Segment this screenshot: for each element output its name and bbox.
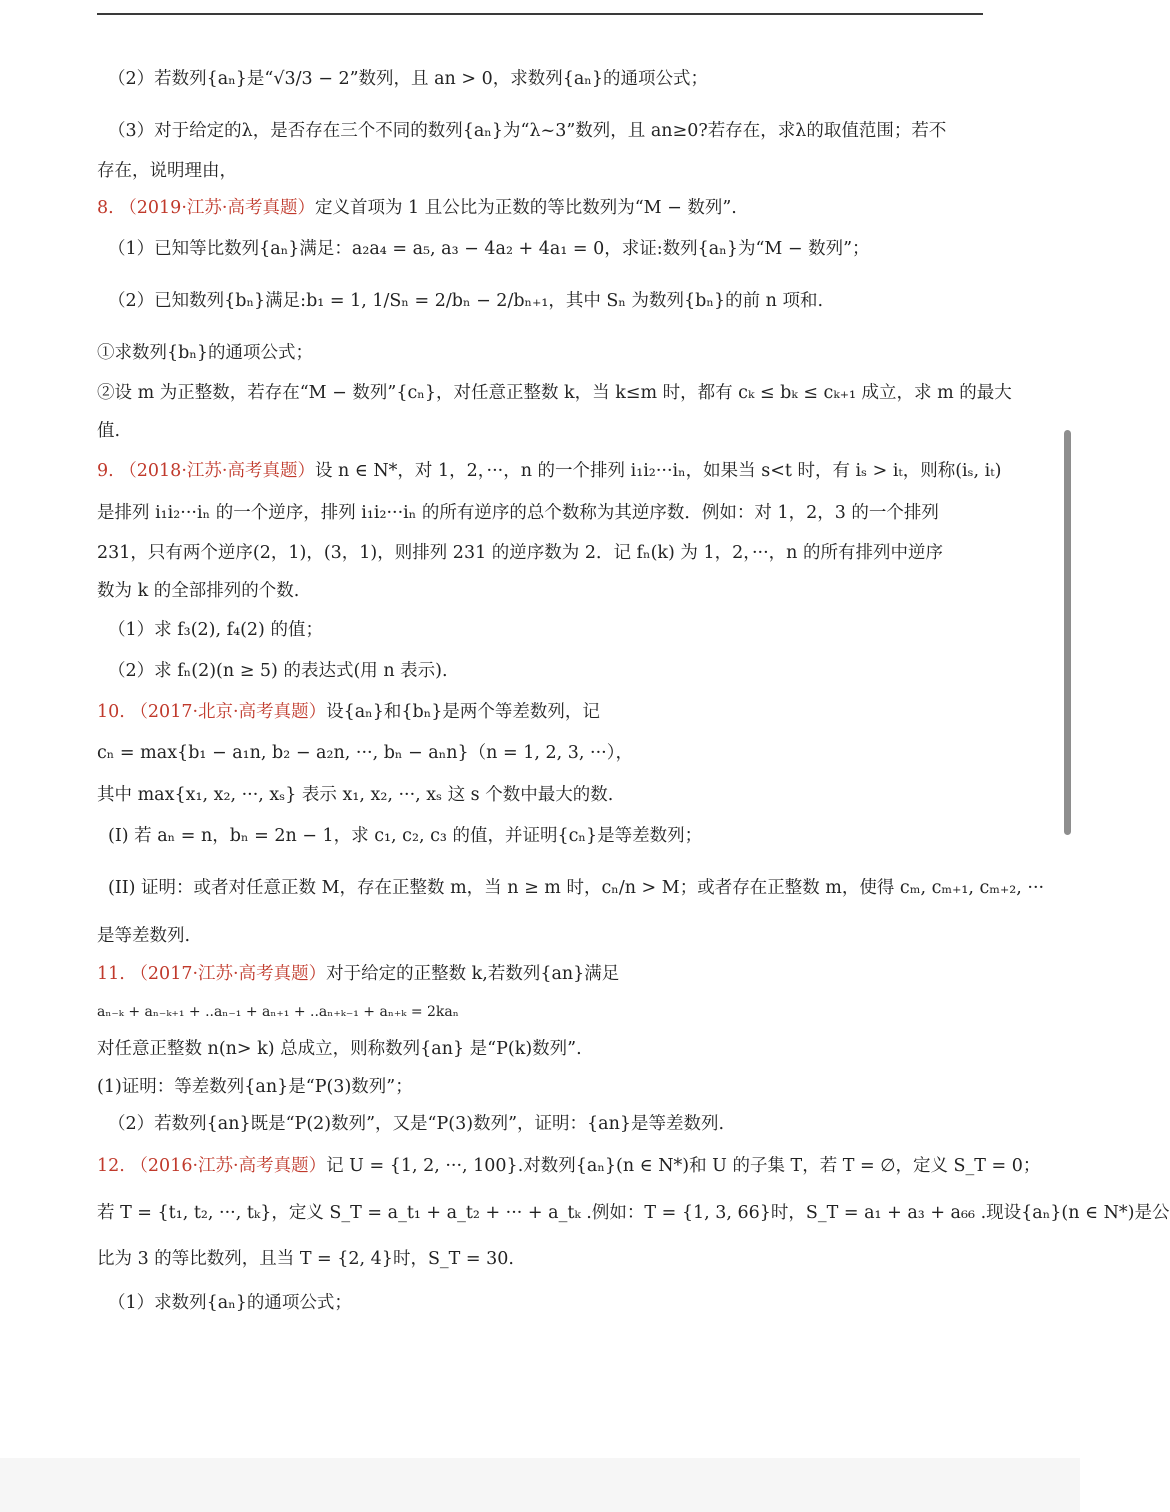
question-text: 设{aₙ}和{bₙ}是两个等差数列，记: [326, 702, 600, 722]
question-number: 9.: [97, 461, 114, 481]
question-number: 8.: [97, 198, 114, 218]
question-8-header: [97, 195, 982, 221]
text-line: 231，只有两个逆序(2，1)，(3，1)，则排列 231 的逆序数为 2．记 fₙ(k) 为 1，2，···，n 的所有排列中逆序: [97, 543, 944, 563]
text-line: 是排列 i₁i₂···iₙ 的一个逆序，排列 i₁i₂···iₙ 的所有逆序的总个数称为其逆序数．例如：对 1，2，3 的一个排列: [97, 503, 939, 523]
question-text: 定义首项为 1 且公比为正数的等比数列为“M − 数列”.: [314, 198, 737, 218]
text-line: 数为 k 的全部排列的个数.: [97, 581, 300, 601]
question-12-header: [97, 1153, 1041, 1179]
question-source: （2016·江苏·高考真题）: [130, 1156, 327, 1176]
text-line: (I) 若 aₙ = n，bₙ = 2n − 1，求 c₁, c₂, c₃ 的值，并证明{cₙ}是等差数列；: [108, 826, 703, 846]
text-line: （2）求 fₙ(2)(n ≥ 5) 的表达式(用 n 表示).: [108, 661, 448, 681]
top-rule: [97, 13, 983, 15]
question-10-header: [97, 699, 982, 725]
question-text: 设 n ∈ N*，对 1，2，···，n 的一个排列 i₁i₂···iₙ，如果当 s<t 时，有 iₛ > iₜ，则称(iₛ, iₜ): [314, 461, 1002, 481]
question-source: （2017·北京·高考真题）: [130, 702, 327, 722]
text-line: ②设 m 为正整数，若存在“M − 数列”{cₙ}，对任意正整数 k，当 k≤m 时，都有 cₖ ≤ bₖ ≤ cₖ₊₁ 成立，求 m 的最大: [97, 383, 1012, 403]
scrollbar-thumb[interactable]: [1064, 430, 1071, 835]
text-line: （1）求 f₃(2), f₄(2) 的值；: [108, 620, 323, 640]
text-line: (1)证明：等差数列{an}是“P(3)数列”；: [97, 1077, 413, 1097]
question-number: 12.: [97, 1156, 125, 1176]
question-11-header: [97, 961, 982, 987]
text-line: 是等差数列.: [97, 926, 191, 946]
text-line: (II) 证明：或者对任意正数 M，存在正整数 m，当 n ≥ m 时，cₙ/n > M；或者存在正整数 m，使得 cₘ, cₘ₊₁, cₘ₊₂, ···: [108, 878, 1045, 898]
text-line: （2）若数列{an}既是“P(2)数列”，又是“P(3)数列”，证明：{an}是等差数列.: [108, 1114, 725, 1134]
text-line: （1）已知等比数列{aₙ}满足：a₂a₄ = a₅, a₃ − 4a₂ + 4a₁ = 0，求证:数列{aₙ}为“M − 数列”；: [108, 239, 870, 259]
question-text: 对于给定的正整数 k,若数列{an}满足: [326, 964, 620, 984]
text-line: ①求数列{bₙ}的通项公式；: [97, 343, 314, 363]
question-text: 记 U = {1, 2, ···, 100}.对数列{aₙ}(n ∈ N*)和 U 的子集 T，若 T = ∅，定义 S_T = 0；: [326, 1156, 1041, 1176]
text-line: （1）求数列{aₙ}的通项公式；: [108, 1293, 352, 1313]
text-line: （2）若数列{aₙ}是“√3/3 − 2”数列，且 an > 0，求数列{aₙ}的通项公式；: [108, 69, 708, 89]
text-line: aₙ₋ₖ + aₙ₋ₖ₊₁ + ..aₙ₋₁ + aₙ₊₁ + ..aₙ₊ₖ₋₁ + aₙ₊ₖ = 2kaₙ: [97, 1004, 459, 1020]
text-line: 对任意正整数 n(n> k) 总成立，则称数列{an} 是“P(k)数列”.: [97, 1039, 582, 1059]
page-footer-band: [0, 1458, 1080, 1512]
text-line: cₙ = max{b₁ − a₁n, b₂ − a₂n, ···, bₙ − aₙn}（n = 1, 2, 3, ···），: [97, 743, 633, 763]
text-line: （2）已知数列{bₙ}满足:b₁ = 1, 1/Sₙ = 2/bₙ − 2/bₙ₊₁，其中 Sₙ 为数列{bₙ}的前 n 项和.: [108, 291, 824, 311]
question-9-header: [97, 458, 1002, 484]
text-line: 存在，说明理由，: [97, 161, 237, 181]
text-line: 若 T = {t₁, t₂, ···, tₖ}，定义 S_T = a_t₁ + a_t₂ + ··· + a_tₖ .例如：T = {1, 3, 66}时，S_T = a₁ + a₃ + a₆₆ .现设{aₙ}(n ∈ N*)是公: [97, 1203, 1170, 1223]
text-line: 其中 max{x₁, x₂, ···, xₛ} 表示 x₁, x₂, ···, xₛ 这 s 个数中最大的数.: [97, 785, 614, 805]
question-source: （2018·江苏·高考真题）: [119, 461, 315, 481]
question-source: （2019·江苏·高考真题）: [119, 198, 315, 218]
question-number: 10.: [97, 702, 125, 722]
text-line: 比为 3 的等比数列，且当 T = {2, 4}时，S_T = 30.: [97, 1249, 514, 1269]
text-line: 值.: [97, 421, 121, 441]
text-line: （3）对于给定的λ，是否存在三个不同的数列{aₙ}为“λ~3”数列，且 an≥0?若存在，求λ的取值范围；若不: [108, 121, 947, 141]
question-number: 11.: [97, 964, 125, 984]
question-source: （2017·江苏·高考真题）: [130, 964, 327, 984]
